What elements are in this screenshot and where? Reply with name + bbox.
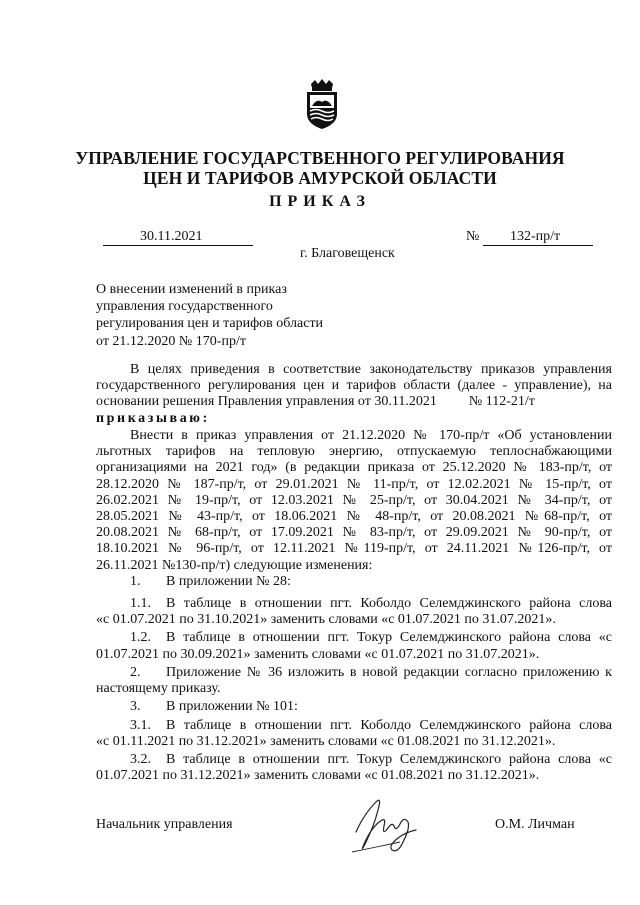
- item-number: 1.: [130, 574, 141, 589]
- list-item: [96, 752, 612, 768]
- document-date: 30.11.2021: [140, 229, 203, 244]
- item-number: 1.2.: [130, 630, 151, 645]
- list-item-continuation: 01.07.2021 по 30.09.2021» заменить словами «с 01.07.2021 по 31.07.2021».: [96, 647, 540, 662]
- main-paragraph-line: 26.02.2021 № 19-пр/т, от 12.03.2021 № 25-пр/т, от 30.04.2021 № 34-пр/т, от: [96, 493, 612, 508]
- preamble-line: государственного регулирования цен и тарифов области (далее - управление), на: [96, 378, 612, 393]
- subject-line: регулирования цен и тарифов области: [96, 316, 324, 332]
- organization-name-line2: ЦЕН И ТАРИФОВ АМУРСКОЙ ОБЛАСТИ: [143, 168, 497, 188]
- document-type-title: ПРИКАЗ: [269, 193, 371, 210]
- item-text: В приложении № 28:: [166, 574, 291, 589]
- main-paragraph-line: Внести в приказ управления от 21.12.2020 № 170-пр/т «Об установлении: [130, 428, 612, 443]
- handwritten-signature-icon: [342, 792, 422, 858]
- coat-of-arms-icon: [303, 78, 341, 130]
- organization-name-line1: УПРАВЛЕНИЕ ГОСУДАРСТВЕННОГО РЕГУЛИРОВАНИЯ: [75, 148, 565, 168]
- list-item-continuation: «с 01.07.2021 по 31.10.2021» заменить словами «с 01.07.2021 по 31.07.2021».: [96, 612, 556, 627]
- preamble-line: В целях приведения в соответствие законодательству приказов управления: [130, 362, 612, 377]
- document-number: 132-пр/т: [510, 229, 561, 244]
- list-item-continuation: «с 01.11.2021 по 31.12.2021» заменить словами «с 01.08.2021 по 31.12.2021».: [96, 734, 556, 749]
- list-item: [96, 718, 612, 734]
- list-item: [96, 596, 612, 612]
- subject-line: управления государственного: [96, 299, 273, 315]
- item-text: В таблице в отношении пгт. Токур Селемджинского района слова «с: [166, 752, 612, 767]
- main-paragraph-line: льготных тарифов на тепловую энергию, отпускаемую теплоснабжающими: [96, 444, 612, 459]
- item-text: В таблице в отношении пгт. Коболдо Селемджинского района слова: [166, 718, 612, 733]
- item-number: 3.: [130, 699, 141, 714]
- subject-line: О внесении изменений в приказ: [96, 282, 287, 297]
- signatory-position: Начальник управления: [96, 817, 233, 832]
- item-text: В таблице в отношении пгт. Коболдо Селемджинского района слова: [166, 596, 612, 611]
- order-word: приказываю:: [96, 411, 210, 426]
- number-sign: №: [466, 229, 480, 244]
- item-text: В таблице в отношении пгт. Токур Селемджинского района слова «с: [166, 630, 612, 645]
- preamble-decision-number: № 112-21/т: [468, 394, 535, 409]
- list-item-continuation: настоящему приказу.: [96, 681, 221, 696]
- list-item: [96, 699, 612, 715]
- city: г. Благовещенск: [300, 246, 395, 261]
- subject-line: от 21.12.2020 № 170-пр/т: [96, 333, 246, 349]
- list-item: [96, 665, 612, 681]
- preamble-decision-date: основании решения Правления управления от 30.11.2021: [96, 394, 437, 409]
- main-paragraph-line: 18.10.2021 № 96-пр/т, от 12.11.2021 №119-пр/т, от 24.11.2021 №126-пр/т, от: [96, 541, 612, 556]
- item-number: 1.1.: [130, 596, 151, 611]
- list-item: [96, 574, 612, 590]
- signatory-name: О.М. Личман: [495, 817, 575, 832]
- main-paragraph-line: организациями на 2021 год» (в редакции приказа от 25.12.2020 № 183-пр/т, от: [96, 460, 612, 475]
- document-subject: [96, 281, 323, 350]
- main-paragraph-line: 26.11.2021 №130-пр/т) следующие изменения:: [96, 558, 373, 573]
- item-number: 2.: [130, 665, 141, 680]
- list-item-continuation: 01.07.2021 по 31.12.2021» заменить словами «с 01.08.2021 по 31.12.2021».: [96, 768, 540, 783]
- main-paragraph-line: 28.12.2020 № 187-пр/т, от 29.01.2021 № 11-пр/т, от 12.02.2021 № 15-пр/т, от: [96, 477, 612, 492]
- item-text: Приложение № 36 изложить в новой редакции согласно приложению к: [166, 665, 612, 680]
- list-item: [96, 630, 612, 646]
- item-number: 3.2.: [130, 752, 151, 767]
- item-text: В приложении № 101:: [166, 699, 298, 714]
- main-paragraph-line: 20.08.2021 № 68-пр/т, от 17.09.2021 № 83-пр/т, от 29.09.2021 № 90-пр/т, от: [96, 525, 612, 540]
- main-paragraph-line: 28.05.2021 № 43-пр/т, от 18.06.2021 № 48-пр/т, от 20.08.2021 №68-пр/т, от: [96, 509, 612, 524]
- item-number: 3.1.: [130, 718, 151, 733]
- preamble-line: [96, 394, 612, 410]
